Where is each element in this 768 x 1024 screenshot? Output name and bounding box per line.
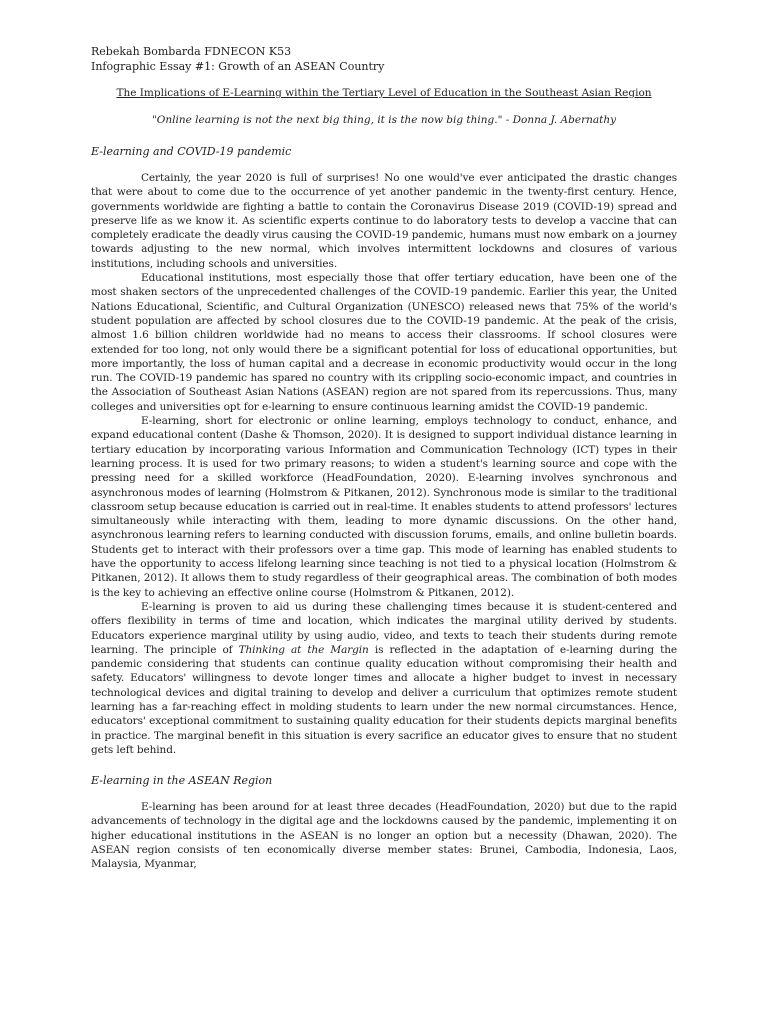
essay-line: Infographic Essay #1: Growth of an ASEAN Country — [91, 60, 385, 73]
epigraph-quote: "Online learning is not the next big thing, it is the now big thing." - Donna J. Abernathy — [151, 114, 617, 126]
paragraph-3: E-learning, short for electronic or online learning, employs technology to conduct, enhance, and expand educational content (Dashe & Thomson, 2020). It is designed to support individual distance learning in tertiary education by incorporating various Information and Communication Technology (ICT) types in their learning process. It is used for two primary reasons; to widen a student's learning source and cope with the pressing need for a skilled workforce (HeadFoundation, 2020). E-learning involves synchronous and asynchronous modes of learning (Holmstrom & Pitkanen, 2012). Synchronous mode is similar to the traditional classroom setup because education is carried out in real-time. It enables students to attend professors' lectures simultaneously while interacting with them, leading to more dynamic discussions. On the other hand, asynchronous learning refers to learning conducted with discussion forums, emails, and online bulletin boards. Students get to interact with their professors over a time gap. This mode of learning has enabled students to have the opportunity to access lifelong learning since teaching is not tied to a physical location (Holmstrom & Pitkanen, 2012). It allows them to study regardless of their geographical areas. The combination of both modes is the key to achieving an effective online course (Holmstrom & Pitkanen, 2012). — [91, 415, 677, 599]
paragraph-4-emphasis: Thinking at the Margin — [238, 643, 369, 656]
paragraph-4-text-b: is reflected in the adaptation of e-learning during the pandemic considering that students can continue quality education without compromising their health and safety. Educators' willingness to devote longer times and allocate a higher budget to invest in necessary technological devices and digital training to develop and deliver a curriculum that optimizes remote student learning has a far-reaching effect in molding students to learn under the new normal circumstances. Hence, educators' exceptional commitment to sustaining quality education for their students depicts marginal benefits in practice. The marginal benefit in this situation is every sacrifice an educator gives to ensure that no student gets left behind. — [91, 643, 677, 756]
paragraph-5: E-learning has been around for at least three decades (HeadFoundation, 2020) but due to the rapid advancements of technology in the digital age and the lockdowns caused by the pandemic, implementing it on higher educational institutions in the ASEAN is no longer an option but a necessity (Dhawan, 2020). The ASEAN region consists of ten economically diverse member states: Brunei, Cambodia, Indonesia, Laos, Malaysia, Myanmar, — [91, 801, 677, 871]
document-page — [91, 44, 677, 872]
author-line: Rebekah Bombarda FDNECON K53 — [91, 45, 292, 58]
paragraph-4-text-a: E-learning is proven to aid us during these challenging times because it is student-centered and offers flexibility in terms of time and location, which indicates the marginal utility derived by students. Educators experience marginal utility by using audio, video, and texts to teach their students during remote learning. The principle of — [91, 600, 677, 656]
paragraph-2: Educational institutions, most especially those that offer tertiary education, have been one of the most shaken sectors of the unprecedented challenges of the COVID-19 pandemic. Earlier this year, the United Nations Educational, Scientific, and Cultural Organization (UNESCO) released news that 75% of the world's student population are affected by school closures due to the COVID-19 pandemic. At the peak of the crisis, almost 1.6 billion children worldwide had no means to access their classrooms. If school closures were extended for too long, not only would there be a significant potential for loss of educational opportunities, but more importantly, the loss of human capital and a decrease in economic productivity would occur in the long run. The COVID-19 pandemic has spared no country with its crippling socio-economic impact, and countries in the Association of Southeast Asian Nations (ASEAN) region are not spared from its repercussions. Thus, many colleges and universities opt for e-learning to ensure continuous learning amidst the COVID-19 pandemic. — [91, 272, 677, 413]
paragraph-1: Certainly, the year 2020 is full of surprises! No one would've ever anticipated the drastic changes that were about to come due to the occurrence of yet another pandemic in the twenty-first century. Hence, governments worldwide are fighting a battle to contain the Coronavirus Disease 2019 (COVID-19) spread and preserve life as we know it. As scientific experts continue to do laboratory tests to develop a vaccine that can completely eradicate the deadly virus causing the COVID-19 pandemic, humans must now embark on a journey towards adjusting to the new normal, which involves intermittent lockdowns and closures of various institutions, including schools and universities. — [91, 172, 677, 270]
section-heading-covid: E-learning and COVID-19 pandemic — [91, 145, 292, 158]
paragraph-4 — [91, 600, 677, 757]
document-title: The Implications of E-Learning within the Tertiary Level of Education in the Southeast Asian Region — [116, 87, 652, 99]
section-heading-asean: E-learning in the ASEAN Region — [91, 774, 273, 788]
